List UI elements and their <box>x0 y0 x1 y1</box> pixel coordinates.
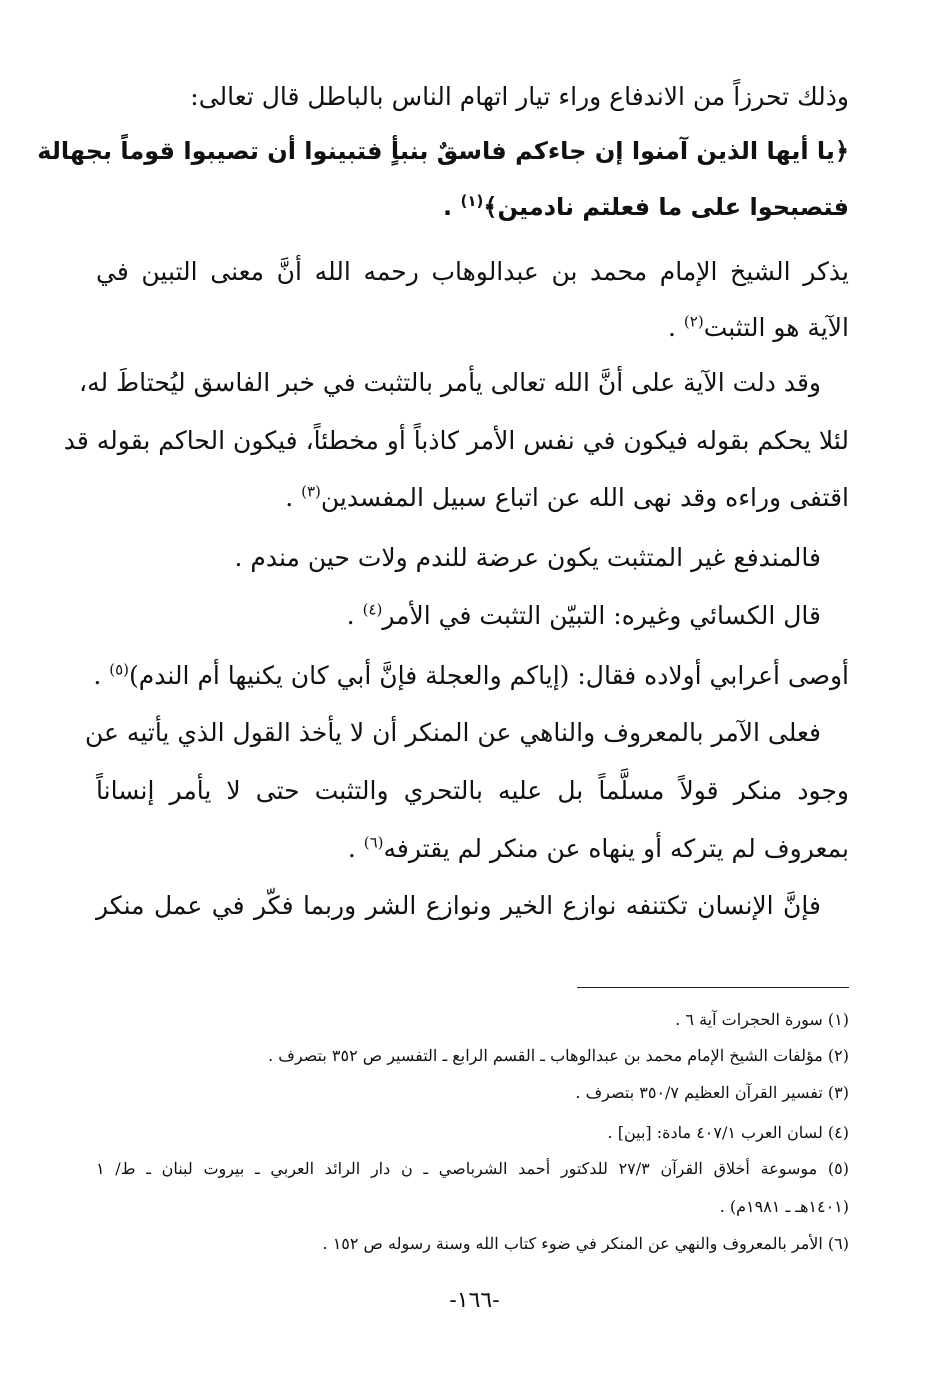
footnote-ref-6: (٦) <box>363 833 384 852</box>
footnote-ref-2: (٢) <box>683 312 704 331</box>
body-line-5: الآية هو التثبت$^{(٢)}$ . <box>668 312 849 342</box>
footnote-6: (٦) الأمر بالمعروف والنهي عن المنكر في ضوء كتاب الله وسنة رسوله ص ١٥٢ . <box>322 1234 849 1253</box>
body-line-7: لئلا يحكم بقوله فيكون في نفس الأمر كاذباً أو مخطئاً، فيكون الحاكم بقوله قد <box>63 426 849 455</box>
footnote-5: (٥) موسوعة أخلاق القرآن ٢٧/٣ للدكتور أحمد الشرباصي ـ ن دار الرائد العربي ـ بيروت لبنان ـ ط/ ١ <box>96 1159 849 1178</box>
body-line-15: فإنَّ الإنسان تكتنفه نوازع الخير ونوازع الشر وربما فكّر في عمل منكر <box>96 891 821 920</box>
body-line-10: قال الكسائي وغيره: التبيّن التثبت في الأمر$^{(٤)}$ . <box>346 600 821 630</box>
footnote-ref-3: (٣) <box>301 482 321 501</box>
body-line-1: وذلك تحرزاً من الاندفاع وراء تيار اتهام الناس بالباطل قال تعالى: <box>190 82 849 111</box>
footnote-ref-5: (٥) <box>109 660 130 679</box>
body-line-12: فعلى الآمر بالمعروف والناهي عن المنكر أن لا يأخذ القول الذي يأتيه عن <box>85 718 821 747</box>
verse-line-1: ﴿يا أيها الذين آمنوا إن جاءكم فاسقٌ بنبأٍ فتبينوا أن تصيبوا قوماً بجهالة <box>37 137 849 165</box>
body-line-9: فالمندفع غير المتثبت يكون عرضة للندم ولات حين مندم . <box>234 543 821 572</box>
footnote-1: (١) سورة الحجرات آية ٦ . <box>675 1010 849 1029</box>
body-line-14: بمعروف لم يتركه أو ينهاه عن منكر لم يقترفه$^{(٦)}$ . <box>347 833 849 863</box>
body-line-11: أوصى أعرابي أولاده فقال: (إياكم والعجلة فإنَّ أبي كان يكنيها أم الندم)$^{(٥)}$ . <box>93 660 849 690</box>
footnote-3: (٣) تفسير القرآن العظيم ٣٥٠/٧ بتصرف . <box>575 1083 849 1102</box>
body-line-13: وجود منكر قولاً مسلَّماً بل عليه بالتحري والتثبت حتى لا يأمر إنساناً <box>96 776 849 805</box>
verse-line-2: فتصبحوا على ما فعلتم نادمين﴾$^{(١)}$ . <box>443 192 849 221</box>
footnote-ref-1: (١) <box>460 192 484 210</box>
body-line-8: اقتفى وراءه وقد نهى الله عن اتباع سبيل المفسدين$^{(٣)}$ . <box>285 482 849 512</box>
footnote-5-continued: (١٤٠١هـ ـ ١٩٨١م) . <box>719 1197 849 1216</box>
footnote-4: (٤) لسان العرب ٤٠٧/١ مادة: [بين] . <box>607 1123 849 1142</box>
body-line-6: وقد دلت الآية على أنَّ الله تعالى يأمر بالتثبت في خبر الفاسق ليُحتاطَ له، <box>79 368 821 397</box>
footnote-2: (٢) مؤلفات الشيخ الإمام محمد بن عبدالوهاب ـ القسم الرابع ـ التفسير ص ٣٥٢ بتصرف . <box>268 1046 849 1065</box>
footnote-separator <box>577 987 849 988</box>
body-line-4: يذكر الشيخ الإمام محمد بن عبدالوهاب رحمه الله أنَّ معنى التبين في <box>96 257 849 286</box>
footnote-ref-4: (٤) <box>362 600 383 619</box>
page-number: -١٦٦- <box>449 1288 500 1313</box>
